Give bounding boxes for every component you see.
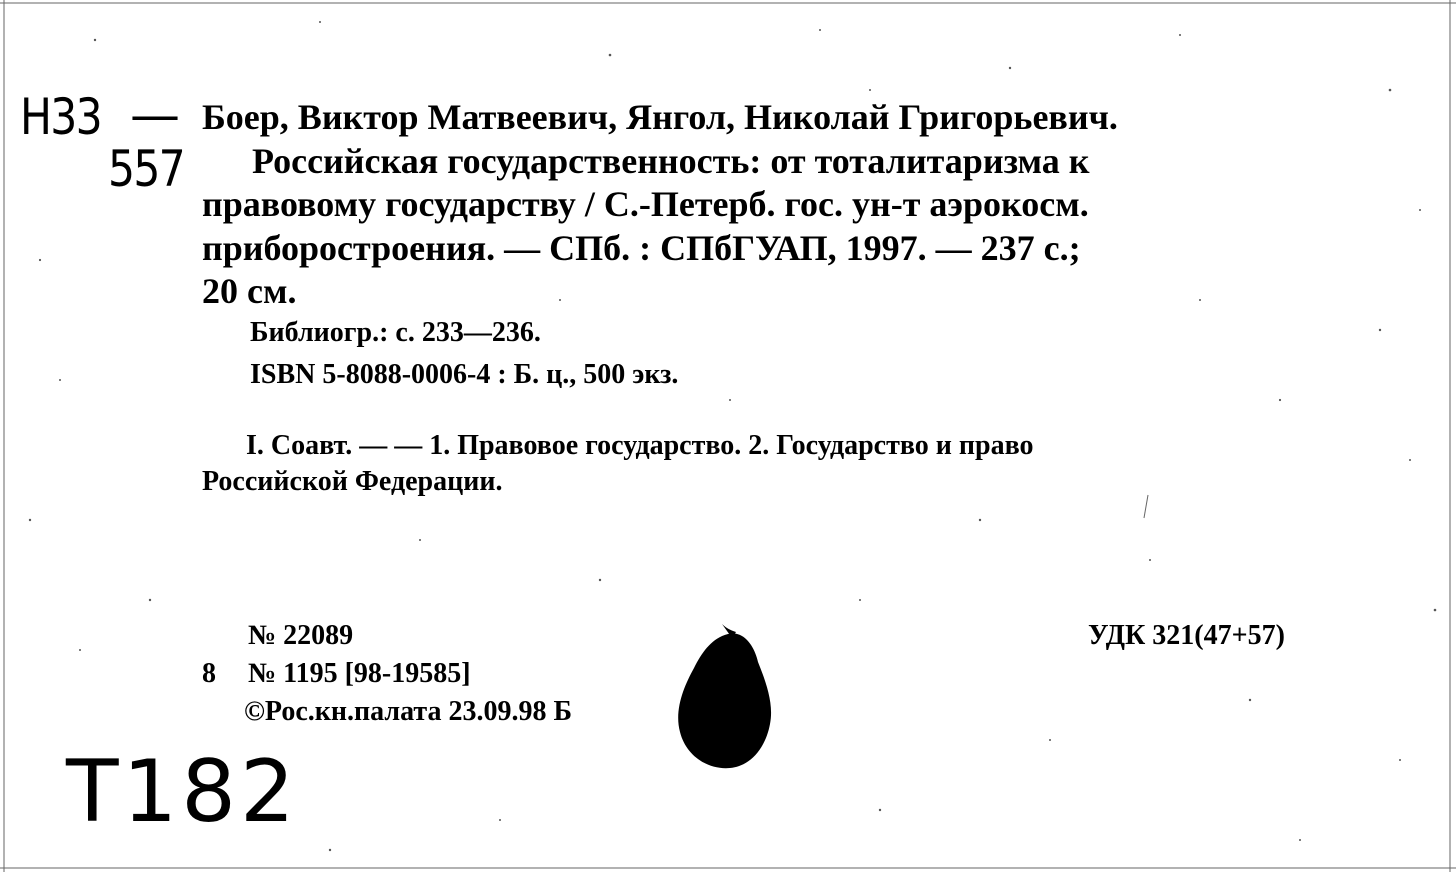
shelf-mark-dash: — — [130, 86, 180, 144]
title-line-4: 20 см. — [202, 271, 297, 311]
title-line-2: правовому государству / С.-Петерб. гос. ун-т аэрокосм. — [202, 184, 1089, 224]
ink-blot — [670, 620, 780, 770]
main-entry — [202, 96, 1347, 314]
udc-code: УДК 321(47+57) — [1088, 620, 1285, 651]
book-chamber-mark: ©Рос.кн.палата 23.09.98 Б — [244, 696, 572, 727]
tracing-line-2: Российской Федерации. — [202, 466, 503, 497]
card-number: № 22089 — [248, 620, 354, 651]
tracings — [202, 428, 1342, 500]
shelf-mark-top: Н33 — [20, 88, 101, 146]
tracing-line-1: I. Соавт. — — 1. Правовое государство. 2. Государство и право — [246, 430, 1034, 461]
title-line-3: приборостроения. — СПб. : СПбГУАП, 1997. — 237 с.; — [202, 227, 1081, 268]
registration-number: 8 № 1195 [98-19585] — [202, 658, 471, 689]
heading-line: Боер, Виктор Матвеевич, Янгол, Николай Григорьевич. — [202, 97, 1118, 137]
title-line-1: Российская государственность: от тоталитаризма к — [252, 140, 1090, 181]
shelf-mark-bottom: 557 — [108, 140, 185, 198]
inventory-mark: Т182 — [66, 742, 299, 842]
isbn-note: ISBN 5-8088-0006-4 : Б. ц., 500 экз. — [250, 359, 679, 390]
bibliography-note: Библиогр.: с. 233—236. — [250, 317, 541, 348]
